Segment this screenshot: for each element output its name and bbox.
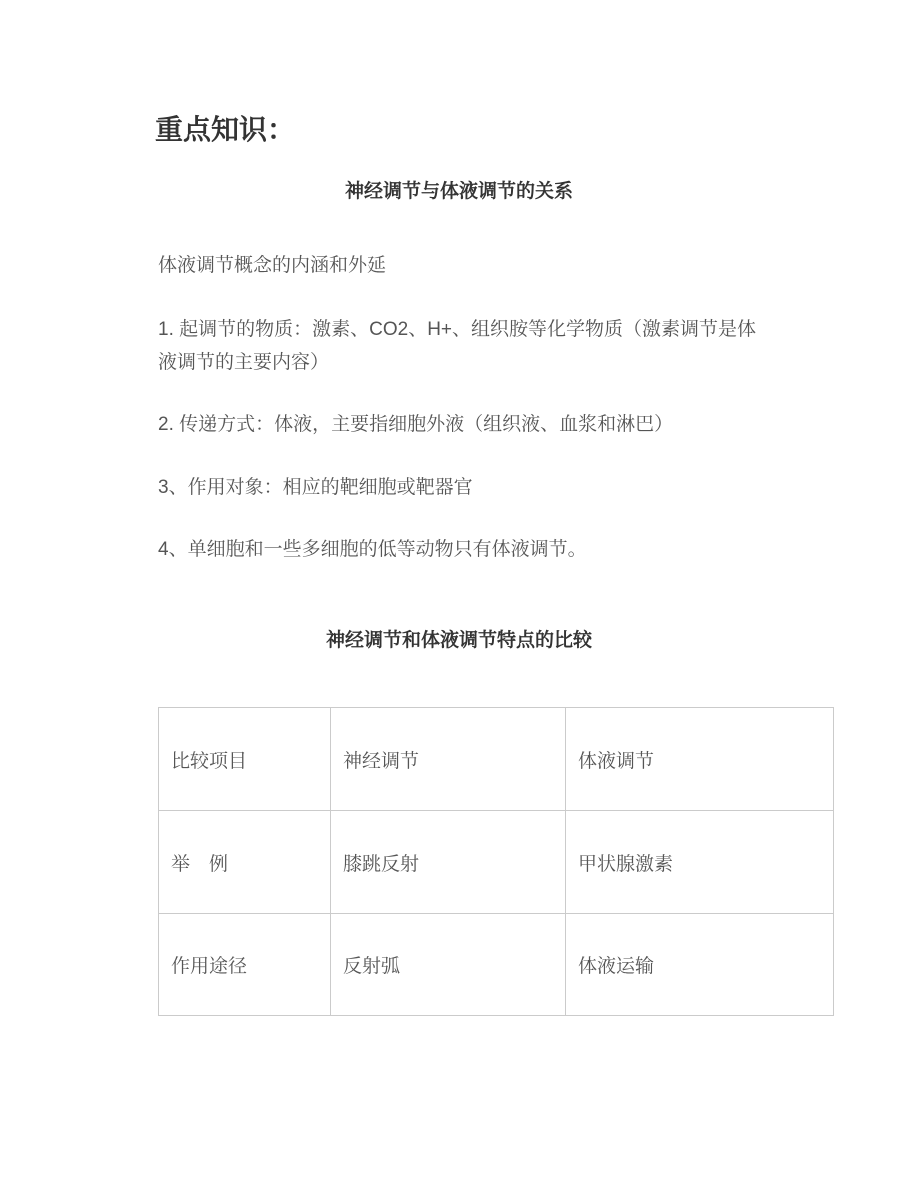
comparison-table	[158, 707, 834, 1016]
table-header-humoral-regulation: 体液调节	[566, 708, 834, 811]
table-cell-pathway-label: 作用途径	[159, 914, 331, 1016]
table-header-neural-regulation: 神经调节	[331, 708, 566, 811]
intro-paragraph-text: 体液调节概念的内涵和外延	[158, 255, 387, 276]
table-header-compare-item: 比较项目	[159, 708, 331, 811]
list-item-2	[158, 408, 760, 441]
list-item-1-line-1: 1. 起调节的物质：激素、CO2、H+、组织胺等化学物质（激素调节是体	[158, 319, 757, 340]
page-title: 重点知识：	[155, 114, 296, 145]
table-cell-example-label: 举 例	[159, 811, 331, 914]
section-heading-comparison: 神经调节和体液调节特点的比较	[325, 630, 592, 651]
list-item-1-line-2: 液调节的主要内容）	[158, 352, 330, 373]
list-item-1	[158, 313, 760, 379]
intro-paragraph	[158, 249, 760, 282]
list-item-4	[158, 533, 760, 566]
list-item-4-text: 4、单细胞和一些多细胞的低等动物只有体液调节。	[158, 539, 587, 560]
list-item-3-text: 3、作用对象：相应的靶细胞或靶器官	[158, 477, 473, 498]
table-cell-pathway-neural: 反射弧	[331, 914, 566, 1016]
table-cell-example-neural: 膝跳反射	[331, 811, 566, 914]
table-cell-pathway-humoral: 体液运输	[566, 914, 834, 1016]
table-cell-example-humoral: 甲状腺激素	[566, 811, 834, 914]
list-item-3	[158, 471, 760, 504]
section-heading-relationship: 神经调节与体液调节的关系	[344, 181, 573, 202]
list-item-2-text: 2. 传递方式：体液，主要指细胞外液（组织液、血浆和淋巴）	[158, 414, 674, 435]
